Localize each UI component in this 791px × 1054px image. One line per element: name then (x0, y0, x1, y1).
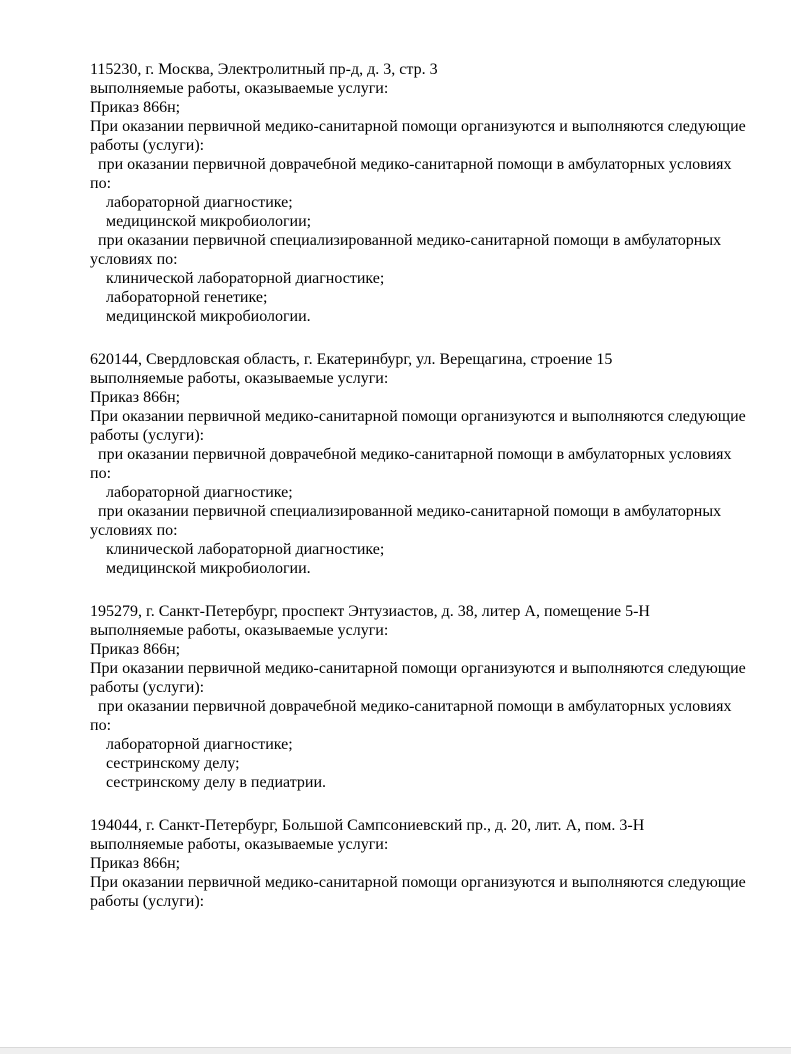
text-line: клинической лабораторной диагностике; (90, 270, 385, 287)
text-line: условиях по: (90, 522, 178, 539)
text-line: при оказании первичной доврачебной медико-санитарной помощи в амбулаторных условиях (90, 156, 732, 173)
text-line: При оказании первичной медико-санитарной помощи организуются и выполняются следующие (90, 660, 746, 677)
text-line: работы (услуги): (90, 893, 205, 910)
address-block (90, 350, 751, 578)
text-line: медицинской микробиологии; (90, 213, 312, 230)
text-line: При оказании первичной медико-санитарной помощи организуются и выполняются следующие (90, 118, 746, 135)
text-line: условиях по: (90, 251, 178, 268)
scrollbar-thumb[interactable] (0, 1048, 791, 1054)
text-line: при оказании первичной специализированной медико-санитарной помощи в амбулаторных (90, 232, 722, 249)
text-line: по: (90, 175, 112, 192)
text-line: Приказ 866н; (90, 99, 181, 116)
address-line: 195279, г. Санкт-Петербург, проспект Энтузиастов, д. 38, литер А, помещение 5-Н (90, 603, 650, 620)
address-block (90, 816, 751, 911)
text-line: клинической лабораторной диагностике; (90, 541, 385, 558)
text-line: Приказ 866н; (90, 855, 181, 872)
text-line: при оказании первичной специализированной медико-санитарной помощи в амбулаторных (90, 503, 722, 520)
text-line: При оказании первичной медико-санитарной помощи организуются и выполняются следующие (90, 874, 746, 891)
address-line: 194044, г. Санкт-Петербург, Большой Сампсониевский пр., д. 20, лит. А, пом. 3-Н (90, 817, 645, 834)
text-line: медицинской микробиологии. (90, 308, 311, 325)
text-line: по: (90, 465, 112, 482)
text-line: При оказании первичной медико-санитарной помощи организуются и выполняются следующие (90, 408, 746, 425)
address-block (90, 60, 751, 326)
text-line: выполняемые работы, оказываемые услуги: (90, 370, 389, 387)
address-line: 115230, г. Москва, Электролитный пр-д, д. 3, стр. 3 (90, 61, 438, 78)
text-line: при оказании первичной доврачебной медико-санитарной помощи в амбулаторных условиях (90, 446, 732, 463)
text-line: сестринскому делу; (90, 755, 240, 772)
address-block (90, 602, 751, 792)
license-address-blocks (90, 60, 751, 911)
text-line: выполняемые работы, оказываемые услуги: (90, 622, 389, 639)
horizontal-scrollbar[interactable] (0, 1047, 791, 1054)
text-line: работы (услуги): (90, 427, 205, 444)
text-line: сестринскому делу в педиатрии. (90, 774, 327, 791)
text-line: лабораторной диагностике; (90, 736, 293, 753)
text-line: медицинской микробиологии. (90, 560, 311, 577)
text-line: Приказ 866н; (90, 641, 181, 658)
text-line: по: (90, 717, 112, 734)
text-line: выполняемые работы, оказываемые услуги: (90, 80, 389, 97)
text-line: выполняемые работы, оказываемые услуги: (90, 836, 389, 853)
text-line: Приказ 866н; (90, 389, 181, 406)
text-line: работы (услуги): (90, 679, 205, 696)
text-line: лабораторной диагностике; (90, 194, 293, 211)
text-line: лабораторной генетике; (90, 289, 268, 306)
address-line: 620144, Свердловская область, г. Екатеринбург, ул. Верещагина, строение 15 (90, 351, 613, 368)
text-line: лабораторной диагностике; (90, 484, 293, 501)
text-line: работы (услуги): (90, 137, 205, 154)
text-line: при оказании первичной доврачебной медико-санитарной помощи в амбулаторных условиях (90, 698, 732, 715)
